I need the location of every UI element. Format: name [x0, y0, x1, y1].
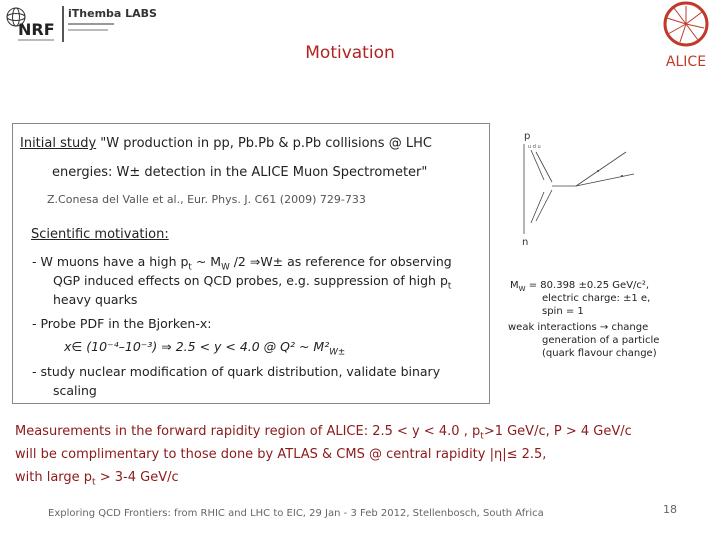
- w-mass-sub: W: [518, 285, 526, 293]
- initial-study-text: "W production in pp, Pb.Pb & p.Pb collisions @ LHC: [96, 136, 432, 151]
- w-spin: spin = 1: [542, 306, 584, 317]
- reference: Z.Conesa del Valle et al., Eur. Phys. J. C61 (2009) 729-733: [47, 193, 366, 206]
- w-flavour: (quark flavour change): [542, 348, 657, 359]
- initial-study-line: [20, 136, 432, 151]
- bullet-3-line-1: - study nuclear modification of quark distribution, validate binary: [32, 364, 441, 379]
- b1-sub-w: W: [221, 262, 230, 273]
- bullet-1-line-3: heavy quarks: [53, 292, 138, 307]
- footer: Exploring QCD Frontiers: from RHIC and LHC to EIC, 29 Jan - 3 Feb 2012, Stellenbosch, South Africa: [48, 508, 544, 519]
- b2-formula-sub: W±: [329, 347, 346, 358]
- w-charge: electric charge: ±1 e,: [542, 293, 651, 304]
- bullet-3-line-2: scaling: [53, 383, 97, 398]
- nrf-logo-text: NRF: [18, 20, 55, 39]
- b1-text-b: ~ M: [191, 254, 222, 269]
- w-mass-m: M: [510, 280, 519, 291]
- bullet-2-formula: [64, 337, 345, 363]
- alice-logo-text: ALICE: [665, 54, 707, 70]
- ithemba-logo-text: iThemba LABS: [68, 7, 157, 20]
- b2-formula-text: x∈ (10⁻⁴–10⁻³) ⇒ 2.5 < y < 4.0 @ Q² ~ M²: [64, 339, 330, 354]
- w-generation: generation of a particle: [542, 335, 660, 346]
- b1-l2-text: QGP induced effects on QCD probes, e.g. suppression of high p: [53, 273, 448, 288]
- page-title: Motivation: [305, 43, 395, 63]
- b1-text-a: - W muons have a high p: [32, 254, 189, 269]
- page-number: 18: [663, 503, 677, 516]
- meas-l3b: > 3-4 GeV/c: [95, 470, 179, 485]
- initial-study-label: Initial study: [20, 136, 97, 151]
- w-interactions: weak interactions → change: [508, 322, 649, 333]
- scientific-motivation-heading: Scientific motivation:: [31, 227, 169, 242]
- b1-l2-sub: t: [447, 281, 452, 292]
- meas-l3-sub: t: [92, 477, 96, 488]
- b1-text-c: /2 ⇒W± as reference for observing: [229, 254, 452, 269]
- meas-l3a: with large p: [15, 470, 93, 485]
- bullet-2: - Probe PDF in the Bjorken-x:: [32, 316, 212, 331]
- diagram-label-p: p: [524, 131, 531, 142]
- measurements-line-3: [15, 466, 179, 495]
- w-mass-value: = 80.398 ±0.25 GeV/c²,: [525, 280, 650, 291]
- nrf-ithemba-logo: [4, 3, 157, 47]
- meas-l1-sub: t: [480, 431, 484, 442]
- diagram-label-n: n: [522, 237, 529, 248]
- meas-l1a: Measurements in the forward rapidity region of ALICE: 2.5 < y < 4.0 , p: [15, 424, 481, 439]
- measurements-line-2: will be complimentary to those done by ATLAS & CMS @ central rapidity |η|≤ 2.5,: [15, 447, 547, 462]
- b1-sub-t: t: [188, 262, 192, 273]
- w-production-diagram: [498, 128, 640, 248]
- meas-l1b: >1 GeV/c, P > 4 GeV/c: [483, 424, 632, 439]
- initial-study-line-2: energies: W± detection in the ALICE Muon Spectrometer": [52, 165, 428, 180]
- diagram-label-ud: u d u: [528, 144, 541, 150]
